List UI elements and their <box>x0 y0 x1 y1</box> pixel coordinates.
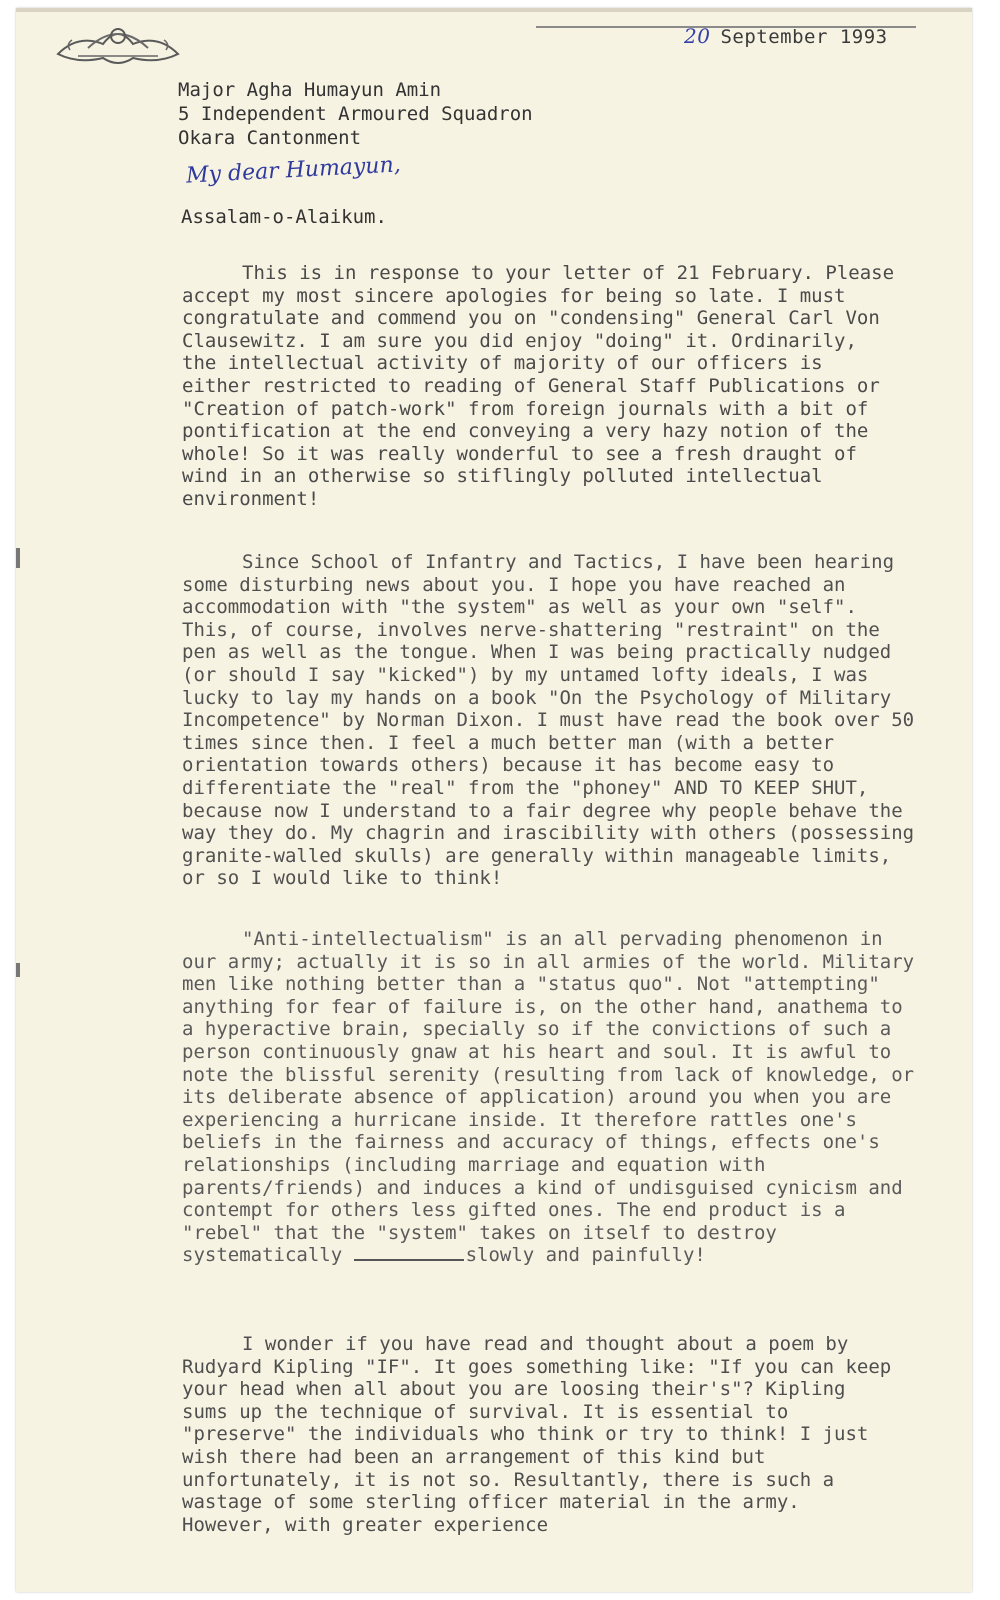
letter-date <box>684 24 888 48</box>
address-line: Okara Cantonment <box>178 127 362 149</box>
handwritten-salutation: My dear Humayun, <box>185 152 402 189</box>
paragraph-3-text: "Anti-intellectualism" is an all pervading phenomenon in our army; actually it is so in all armies of the world. Military men like nothing better than a "status quo". Not "attempting" anything for fear of failure is, on the other hand, anathema to a hyperactive brain, specially so if the convictions of such a person continuously gnaw at his heart and soul. It is awful to note the blissful serenity (resulting from lack of knowledge, or its deliberate absence of application) around you when you are experiencing a hurricane inside. It therefore rattles one's beliefs in the fairness and accuracy of things, effects one's relationships (including marriage and equation with parents/friends) and induces a kind of undisguised cynicism and contempt for others less gifted ones. The end product is a "rebel" that the "system" takes on itself to destroy systematically <box>182 928 915 1267</box>
letter-sheet <box>16 8 972 1592</box>
paragraph-3-tail: slowly and painfully! <box>465 1244 706 1267</box>
underline-blank <box>354 1259 464 1261</box>
body-paragraph-2: Since School of Infantry and Tactics, I have been hearing some disturbing news about you. I hope you have reached an accommodation with "the system" as well as your own "self". This, of course, involves nerve-shattering "restraint" on the pen as well as the tongue. When I was being practically nudged (or should I say "kicked") by my untamed lofty ideals, I was lucky to lay my hands on a book "On the Psychology of Military Incompetence" by Norman Dixon. I must have read the book over 50 times since then. I feel a much better man (with a better orientation towards others) because it has become easy to differentiate the "real" from the "phoney" AND TO KEEP SHUT, because now I understand to a fair degree why people behave the way they do. My chagrin and irascibility with others (possessing granite-walled skulls) are generally within manageable limits, or so I would like to think! <box>182 551 915 890</box>
date-month-year: September 1993 <box>720 26 888 48</box>
regimental-crest-icon <box>48 14 188 70</box>
body-paragraph-1: This is in response to your letter of 21 February. Please accept my most sincere apologies for being so late. I must congratulate and commend you on "condensing" General Carl Von Clausewitz. I am sure you did enjoy "doing" it. Ordinarily, the intellectual activity of majority of our officers is either restricted to reading of General Staff Publications or "Creation of patch-work" from foreign journals with a bit of pontification at the end conveying a very hazy notion of the whole! So it was really wonderful to see a fresh draught of wind in an otherwise so stiflingly polluted intellectual environment! <box>182 262 895 510</box>
greeting: Assalam-o-Alaikum. <box>181 206 387 228</box>
recipient-address <box>178 78 533 150</box>
date-day-handwritten: 20 <box>684 24 711 48</box>
body-paragraph-3 <box>182 928 922 1267</box>
margin-mark <box>16 963 20 977</box>
body-paragraph-4: I wonder if you have read and thought about a poem by Rudyard Kipling "IF". It goes something like: "If you can keep your head when all about you are loosing their's"? Kipling sums up the technique of survival. It is essential to "preserve" the individuals who think or try to think! I just wish there had been an arrangement of this kind but unfortunately, it is not so. Resultantly, there is such a wastage of some sterling officer material in the army. However, with greater experience <box>182 1333 892 1536</box>
address-line: 5 Independent Armoured Squadron <box>178 103 533 125</box>
margin-mark <box>16 548 20 568</box>
address-line: Major Agha Humayun Amin <box>178 79 442 101</box>
